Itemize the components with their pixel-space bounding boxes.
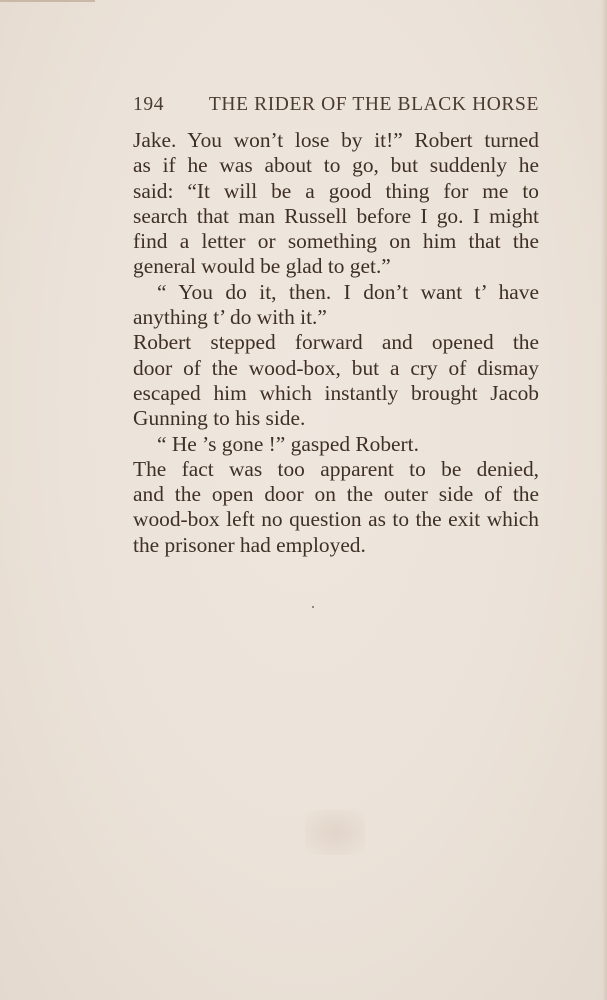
text-line: anything t’ do with it.” — [133, 305, 327, 330]
text-line: find a letter or something on him that the — [133, 229, 539, 254]
text-line: Jake. You won’t lose by it!” Robert turned — [133, 128, 539, 152]
text-line: wood-box left no question as to the exit which — [133, 507, 539, 532]
body-text — [133, 128, 539, 558]
text-line: “ You do it, then. I don’t want t’ have — [157, 279, 539, 304]
text-line: door of the wood-box, but a cry of dismay — [133, 355, 539, 380]
text-line: escaped him which instantly brought Jacob — [133, 380, 539, 405]
running-title: THE RIDER OF THE BLACK HORSE — [208, 94, 539, 115]
text-line: Gunning to his side. — [133, 406, 306, 431]
text-line: search that man Russell before I go. I might — [133, 203, 539, 228]
text-line: as if he was about to go, but suddenly he — [133, 153, 539, 178]
page-edge-shadow — [601, 0, 607, 1000]
paper-stain — [305, 810, 365, 855]
text-line: “ He ’s gone !” gasped Robert. — [157, 431, 419, 456]
text-line: said: “It will be a good thing for me to — [133, 178, 539, 203]
page-number: 194 — [133, 94, 165, 115]
text-line: Robert stepped forward and opened the — [133, 330, 539, 355]
text-line: general would be glad to get.” — [133, 254, 391, 279]
text-line: the prisoner had employed. — [133, 532, 366, 557]
running-header — [133, 94, 539, 116]
paper-speck — [312, 606, 314, 608]
text-line: and the open door on the outer side of the — [133, 482, 539, 507]
text-line: The fact was too apparent to be denied, — [133, 456, 539, 481]
page-edge-mark — [0, 0, 95, 2]
